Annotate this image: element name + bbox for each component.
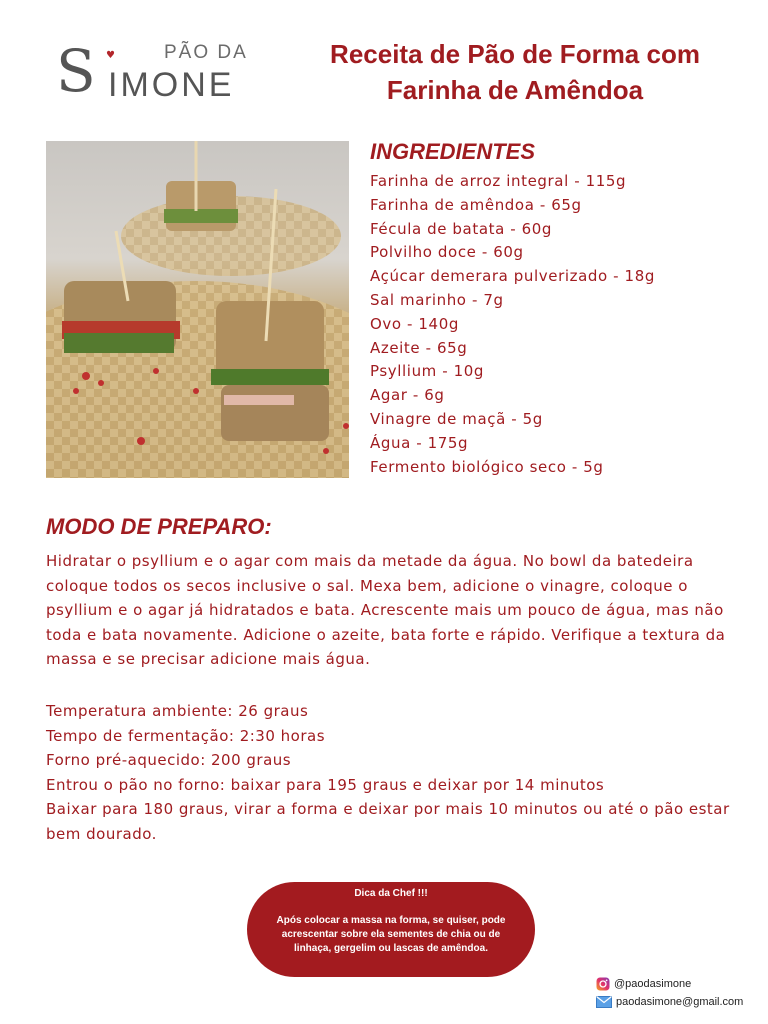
email-row[interactable] bbox=[596, 993, 743, 1011]
list-item: Azeite - 65g bbox=[370, 338, 468, 357]
sandwich-photo bbox=[46, 141, 349, 478]
list-item: Ovo - 140g bbox=[370, 314, 459, 333]
list-item: Baixar para 180 graus, virar a forma e deixar por mais 10 minutos ou até o pão estar bem dourado. bbox=[46, 800, 730, 843]
preparation-heading: MODO DE PREPARO: bbox=[46, 514, 272, 539]
logo-top-text: PÃO DA bbox=[164, 42, 248, 63]
list-item: Temperatura ambiente: 26 graus bbox=[46, 702, 309, 720]
list-item: Açúcar demerara pulverizado - 18g bbox=[370, 267, 655, 286]
list-item: Agar - 6g bbox=[370, 386, 445, 405]
mail-icon bbox=[596, 996, 612, 1008]
instagram-icon bbox=[596, 977, 610, 991]
chef-tip-title: Dica da Chef !!! bbox=[354, 888, 428, 899]
list-item: Farinha de arroz integral - 115g bbox=[370, 172, 627, 190]
preparation-body bbox=[46, 549, 736, 672]
list-item: Tempo de fermentação: 2:30 horas bbox=[46, 726, 326, 745]
brand-logo bbox=[56, 37, 256, 110]
list-item: Fécula de batata - 60g bbox=[370, 219, 553, 238]
list-item: Vinagre de maçã - 5g bbox=[370, 409, 543, 428]
list-item: Polvilho doce - 60g bbox=[370, 243, 524, 262]
list-item: Sal marinho - 7g bbox=[370, 290, 504, 309]
list-item: Farinha de amêndoa - 65g bbox=[370, 195, 582, 214]
logo-rest: IMONE bbox=[108, 66, 235, 104]
preparation-paragraph: Hidratar o psyllium e o agar com mais da metade da água. No bowl da batedeira coloque todos os secos inclusive o sal. Mexa bem, adicione o vinagre, coloque o psyllium e o agar já hidratados e bata. Acrescente mais um pouco de água, mas não toda e bata novamente. Adicione o azeite, bata forte e rápido. Verifique a textura da massa e se precisar adicione mais água. bbox=[46, 552, 726, 669]
list-item: Entrou o pão no forno: baixar para 195 graus e deixar por 14 minutos bbox=[46, 775, 605, 794]
logo-initial: S bbox=[56, 37, 96, 105]
list-item: Água - 175g bbox=[370, 433, 469, 452]
ingredients-list bbox=[370, 170, 655, 479]
instagram-handle: @paodasimone bbox=[614, 978, 692, 990]
instagram-row[interactable] bbox=[596, 975, 743, 993]
list-item: Psyllium - 10g bbox=[370, 362, 485, 381]
ingredients-heading: INGREDIENTES bbox=[370, 139, 536, 164]
list-item: Fermento biológico seco - 5g bbox=[370, 457, 604, 476]
preparation-notes bbox=[46, 699, 746, 847]
recipe-title-line1: Receita de Pão de Forma com bbox=[330, 39, 700, 69]
recipe-title bbox=[290, 36, 740, 108]
heart-icon: ♥ bbox=[106, 50, 115, 61]
list-item: Forno pré-aquecido: 200 graus bbox=[46, 751, 292, 770]
chef-tip-box bbox=[247, 882, 535, 977]
recipe-title-line2: Farinha de Amêndoa bbox=[386, 75, 644, 105]
chef-tip-text: Após colocar a massa na forma, se quiser, pode acrescentar sobre ela sementes de chia ou de linhaça, gergelim ou lascas de amêndoa. bbox=[276, 915, 506, 954]
email-address: paodasimone@gmail.com bbox=[616, 996, 744, 1008]
contact-info bbox=[596, 975, 743, 1011]
